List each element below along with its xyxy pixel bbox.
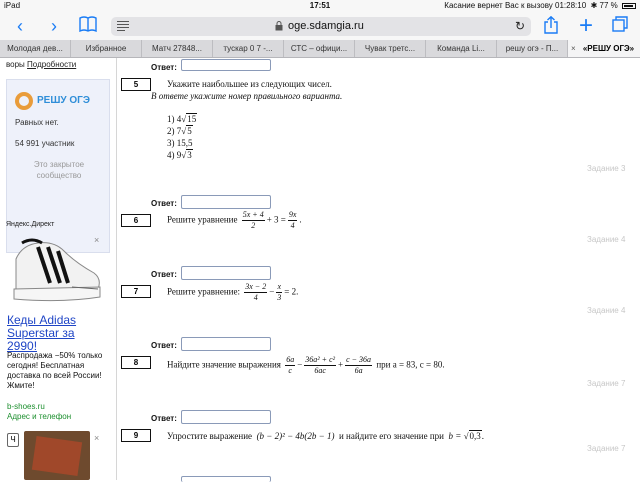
- q8-prefix: Найдите значение выражения: [167, 359, 281, 370]
- close-tab-icon[interactable]: ×: [571, 44, 576, 53]
- q9-text: Упростите выражение (b − 2)² − 4b(2b − 1) и найдите его значение при b = √0,3.: [167, 431, 485, 441]
- q5-option-2-root: 5: [187, 126, 192, 136]
- lock-icon: [275, 21, 283, 31]
- logo-text: РЕШУ ОГЭ: [37, 95, 90, 106]
- call-status[interactable]: [444, 1, 636, 10]
- address-bar[interactable]: [111, 17, 531, 36]
- answer-input-q9[interactable]: [181, 476, 271, 482]
- bluetooth-icon: ✱: [590, 1, 598, 10]
- q7-end: = 2.: [284, 286, 299, 297]
- answer-label-q4: Ответ:: [151, 63, 177, 72]
- tab-8[interactable]: решу огэ - П...: [497, 40, 568, 57]
- book-icon: [79, 16, 97, 32]
- sidebar-link-row: [6, 60, 76, 69]
- tab-4[interactable]: тускар 0 7 -...: [213, 40, 284, 57]
- answer-input-q6[interactable]: [181, 266, 271, 280]
- ad-label[interactable]: Яндекс.Директ: [6, 221, 55, 228]
- ad2-image[interactable]: [24, 431, 90, 480]
- device-label: iPad: [4, 1, 21, 10]
- q8-op1: −: [297, 359, 303, 370]
- q8-fraction-1: [285, 355, 295, 376]
- task-label-q7: Задание 4: [587, 306, 626, 315]
- q7-text: [167, 282, 298, 303]
- battery-percent: 77 %: [599, 1, 618, 10]
- q6-text: [167, 210, 302, 231]
- answer-input-q4[interactable]: [181, 59, 271, 71]
- q8-text: [167, 355, 445, 376]
- q7-prefix: Решите уравнение:: [167, 286, 240, 297]
- q8-fraction-3-den: 6a: [354, 366, 363, 375]
- q9-root: 0,3: [469, 431, 481, 441]
- answer-label-q6: Ответ:: [151, 270, 177, 279]
- q5-option-4-prefix: 4) 9: [167, 150, 182, 160]
- task-label-q9: Задание 7: [587, 444, 626, 453]
- q7-fraction-1-num: 3x − 2: [245, 282, 267, 291]
- browser-toolbar: [0, 12, 640, 40]
- ad-body: Распродажа −50% только сегодня! Бесплатная доставка по всей России! Жмите!: [7, 351, 103, 390]
- task-label-q6: Задание 4: [587, 235, 626, 244]
- q5-text: Укажите наибольшее из следующих чисел.: [167, 79, 332, 89]
- tab-2[interactable]: Избранное: [71, 40, 142, 57]
- question-number-5: 5: [121, 78, 151, 91]
- details-link[interactable]: Подробности: [27, 60, 77, 69]
- q6-fraction-2: [288, 210, 298, 231]
- answer-label-q8: Ответ:: [151, 414, 177, 423]
- q8-op2: +: [338, 359, 344, 370]
- tab-strip: [0, 40, 640, 58]
- ad-domain[interactable]: b-shoes.ru: [7, 402, 45, 411]
- share-button[interactable]: [541, 16, 561, 36]
- answer-input-q7[interactable]: [181, 337, 271, 351]
- q8-fraction-3: [345, 355, 372, 376]
- answer-input-q5[interactable]: [181, 195, 271, 209]
- question-number-7: 7: [121, 285, 151, 298]
- q7-mid: −: [269, 286, 275, 297]
- ad-title[interactable]: Кеды Adidas Superstar за 2990!: [7, 313, 77, 353]
- widget-closed-note: Это закрытое сообщество: [33, 160, 85, 180]
- answer-label-q5: Ответ:: [151, 199, 177, 208]
- forward-button[interactable]: ›: [51, 16, 57, 36]
- q8-fraction-2: [304, 355, 336, 376]
- q6-prefix: Решите уравнение: [167, 214, 238, 225]
- q6-fraction-2-num: 9x: [288, 210, 297, 219]
- tab-7[interactable]: Команда Li...: [426, 40, 497, 57]
- task-label-q5: Задание 3: [587, 164, 626, 173]
- sidebar: [0, 58, 116, 480]
- q8-fraction-2-den: 6ac: [314, 366, 326, 375]
- q6-end: .: [299, 214, 302, 225]
- q8-fraction-1-den: c: [288, 366, 292, 375]
- q8-suffix: при a = 83, c = 80.: [376, 359, 445, 370]
- question-number-6: 6: [121, 214, 151, 227]
- q6-fraction-1: [242, 210, 265, 231]
- clock: 17:51: [309, 1, 331, 10]
- q9-expression: (b − 2)² − 4b(2b − 1): [256, 431, 335, 441]
- logo-icon: [15, 92, 33, 110]
- shoe-image[interactable]: [2, 237, 106, 311]
- q5-option-1: 1) 4√15: [167, 114, 197, 124]
- q7-fraction-2-num: x: [277, 282, 282, 291]
- ad-close-icon[interactable]: ×: [94, 235, 100, 245]
- q6-fraction-1-num: 5x + 4: [242, 210, 264, 219]
- q5-option-2-prefix: 2) 7: [167, 126, 182, 136]
- new-tab-button[interactable]: +: [578, 12, 593, 39]
- tab-5[interactable]: СТС – офици...: [284, 40, 355, 57]
- q9-prefix: Упростите выражение: [167, 431, 253, 441]
- reader-icon[interactable]: [117, 21, 129, 32]
- q6-mid: + 3 =: [266, 214, 286, 225]
- q8-fraction-2-num: 36a² + c²: [305, 355, 336, 364]
- back-button[interactable]: ‹: [17, 16, 23, 36]
- question-number-9: 9: [121, 429, 151, 442]
- q9-end: .: [481, 431, 485, 441]
- call-return-text[interactable]: Касание вернет Вас к вызову 01:28:10: [444, 1, 587, 10]
- widget-members: 54 991 участник: [15, 139, 75, 148]
- ad2-close-icon[interactable]: ×: [94, 433, 100, 443]
- tab-active-label: «РЕШУ ОГЭ»: [582, 44, 635, 53]
- tabs-icon: [612, 16, 628, 32]
- q6-fraction-2-den: 4: [290, 221, 295, 230]
- q7-fraction-2: [276, 282, 282, 303]
- q8-fraction-1-num: 6a: [286, 355, 295, 364]
- q9-condition: b =: [448, 431, 464, 441]
- ad-block: [2, 221, 106, 480]
- q5-option-3: 3) 15,5: [167, 138, 193, 148]
- main-content: [116, 58, 640, 480]
- q7-fraction-1: [244, 282, 267, 303]
- widget-tagline: Равных нет.: [15, 118, 59, 127]
- q7-fraction-2-den: 3: [277, 293, 282, 302]
- q5-option-4: 4) 9√3: [167, 150, 192, 160]
- status-bar: [0, 0, 640, 12]
- tab-active[interactable]: [568, 40, 640, 57]
- tab-3[interactable]: Матч 27848...: [142, 40, 213, 57]
- task-label-q8: Задание 7: [587, 379, 626, 388]
- answer-label-q7: Ответ:: [151, 341, 177, 350]
- tab-1[interactable]: Молодая дев...: [0, 40, 71, 57]
- q7-fraction-1-den: 4: [253, 293, 258, 302]
- q5-option-4-root: 3: [187, 150, 192, 160]
- link-prefix: воры: [6, 60, 25, 69]
- url-text[interactable]: oge.sdamgia.ru: [288, 20, 364, 32]
- tab-6[interactable]: Чувак третс...: [355, 40, 426, 57]
- q9-mid: и найдите его значение при: [338, 431, 444, 441]
- bookmarks-button[interactable]: [78, 16, 98, 36]
- q8-fraction-3-num: c − 36a: [346, 355, 372, 364]
- q5-option-1-root: 15: [187, 114, 197, 124]
- q5-option-2: 2) 7√5: [167, 126, 192, 136]
- tabs-button[interactable]: [610, 16, 630, 36]
- share-icon: [544, 16, 558, 34]
- q6-fraction-1-den: 2: [251, 221, 256, 230]
- question-number-8: 8: [121, 356, 151, 369]
- q5-instruction: В ответе укажите номер правильного варианта.: [151, 91, 343, 101]
- answer-input-q8[interactable]: [181, 410, 271, 424]
- battery-icon: [622, 3, 636, 9]
- reload-icon[interactable]: ↻: [514, 19, 525, 33]
- ad2-badge[interactable]: Ч: [7, 433, 19, 447]
- ad-address-link[interactable]: Адрес и телефон: [7, 412, 72, 421]
- q5-option-1-prefix: 1) 4: [167, 114, 182, 124]
